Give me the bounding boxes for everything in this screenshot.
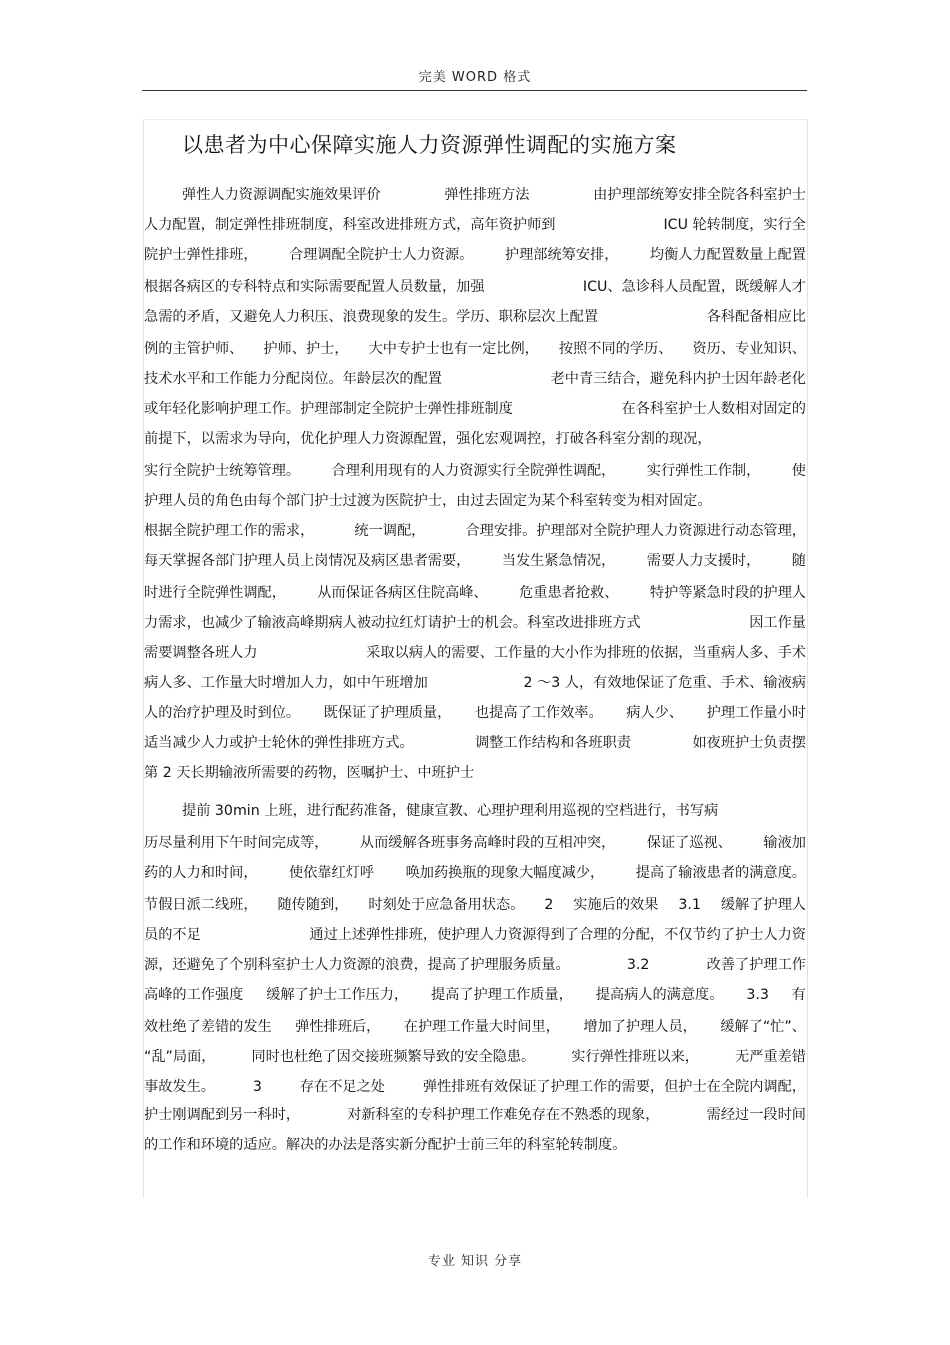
page-header: 完美 WORD 格式 [418,70,532,85]
text-segment: 在各科室护士人数相对固定的 [621,401,806,417]
text-segment: 提高了输液患者的满意度。 [635,865,806,881]
text-segment: 人的治疗护理及时到位。 [144,705,301,721]
text-segment: 急需的矛盾，又避免人力积压、浪费现象的发生。学历、职称层次上配置 [144,309,599,325]
text-segment: 的工作和环境的适应。解决的办法是落实新分配护士前三年的科室轮转制度。 [144,1137,627,1153]
text-segment: 弹性排班后， [295,1019,381,1035]
body-line [144,276,806,298]
text-segment: 使依靠红灯呼 [288,865,375,881]
text-segment: 时刻处于应急备用状态。 [368,897,525,913]
body-line [144,894,806,916]
text-segment: 3.3 [746,987,769,1003]
text-segment: 历尽量利用下午时间完成等， [144,835,329,851]
text-segment: 改善了护理工作 [706,957,806,973]
text-segment: 无严重差错 [735,1049,806,1065]
body-line [144,1134,806,1156]
text-segment: 事故发生。 [144,1079,215,1095]
text-segment: 当发生紧急情况， [501,553,616,569]
text-segment: 缓解了护理人 [720,897,806,913]
text-segment: 输液加 [763,835,806,851]
text-segment: 需要人力支援时， [646,553,761,569]
text-segment: 实施后的效果 [573,897,659,913]
body-line [144,924,806,946]
text-segment: 药的人力和时间， [144,865,258,881]
text-segment: 例的主管护师、 [144,341,244,357]
text-segment: ICU 轮转制度，实行全 [663,217,806,233]
text-segment: 2 ～3 人，有效地保证了危重、手术、输液病 [523,675,806,691]
text-segment: 病人少、 [626,705,684,721]
text-segment: 大中专护士也有一定比例， [368,341,539,357]
body-line [144,520,806,542]
text-segment: 效杜绝了差错的发生 [144,1019,272,1035]
text-segment: 弹性排班方法 [444,187,530,203]
text-segment: 同时也杜绝了因交接班频繁导致的安全隐患。 [251,1049,536,1065]
body-line [144,672,806,694]
text-segment: 根据全院护理工作的需求， [144,523,315,539]
body-line [144,954,806,976]
text-segment: 随 [791,553,806,569]
text-segment: 随传随到， [277,897,349,913]
text-segment: ICU、急诊科人员配置，既缓解人才 [582,279,806,295]
text-segment: 也提高了工作效率。 [474,705,603,721]
text-segment: 3.1 [678,897,701,913]
body-line [144,642,806,664]
text-segment: 2 [544,897,554,913]
text-segment: 合理利用现有的人力资源实行全院弹性调配， [331,463,616,479]
text-segment: 合理调配全院护士人力资源。 [288,247,474,263]
text-segment: 3.2 [626,957,650,973]
body-line [144,338,806,360]
page-footer: 专业 知识 分享 [427,1254,523,1269]
text-segment: 调整工作结构和各班职责 [474,735,632,751]
body-line [144,612,806,634]
text-segment: 在护理工作量大时间里， [403,1019,560,1035]
text-segment: 老中青三结合，避免科内护士因年龄老化 [550,371,806,387]
body-line [144,550,806,572]
body-line [144,1046,806,1068]
text-segment: 统一调配， [354,523,426,539]
body-line [144,1016,806,1038]
body-line [182,184,806,206]
text-segment: 通过上述弹性排班，使护理人力资源得到了合理的分配，不仅节约了护士人力资 [309,927,806,943]
text-segment: 适当减少人力或护士轮休的弹性排班方式。 [144,735,414,751]
text-segment: 缓解了“忙”、 [720,1019,806,1035]
text-segment: 特护等紧急时段的护理人 [649,585,806,601]
text-segment: 员的不足 [144,927,201,943]
text-segment: 有 [791,987,806,1003]
text-segment: 实行全院护士统筹管理。 [144,463,301,479]
text-segment: “乱”局面， [144,1049,216,1065]
body-line [144,1104,806,1126]
text-segment: 既保证了护理质量， [323,705,452,721]
body-line [144,244,806,266]
text-segment: 实行弹性工作制， [646,463,761,479]
text-segment: 护理人员的角色由每个部门护士过渡为医院护士，由过去固定为某个科室转变为相对固定。 [144,493,712,509]
body-line [182,800,806,822]
body-line [144,214,806,236]
text-segment: 使 [791,463,806,479]
text-segment: 护士刚调配到另一科时， [144,1107,301,1123]
text-segment: 危重患者抢救、 [519,585,619,601]
text-segment: 从而保证各病区住院高峰、 [317,585,488,601]
body-line [144,428,806,450]
body-line [144,732,806,754]
body-line [144,460,806,482]
text-segment: 如夜班护士负责摆 [692,735,806,751]
body-line [144,832,806,854]
text-segment: 或年轻化影响护理工作。护理部制定全院护士弹性排班制度 [144,401,513,417]
text-segment: 实行弹性排班以来， [571,1049,699,1065]
header-divider [142,90,807,91]
document-title: 以患者为中心保障实施人力资源弹性调配的实施方案 [182,133,677,157]
text-segment: 护理工作量小时 [706,705,806,721]
text-segment: 弹性人力资源调配实施效果评价 [182,187,381,203]
text-segment: 技术水平和工作能力分配岗位。年龄层次的配置 [144,371,442,387]
text-segment: 源，还避免了个别科室护士人力资源的浪费，提高了护理服务质量。 [144,957,570,973]
text-segment: 提高病人的满意度。 [595,987,724,1003]
body-line [144,862,806,884]
text-segment: 唤加药换瓶的现象大幅度减少， [405,865,605,881]
text-segment: 增加了护理人员， [583,1019,697,1035]
text-segment: 提前 30min 上班，进行配药准备，健康宣教、心理护理利用巡视的空档进行，书写病 [182,803,719,819]
text-segment: 弹性排班有效保证了护理工作的需要，但护士在全院内调配， [422,1079,806,1095]
text-segment: 护理部统筹安排， [504,247,619,263]
text-segment: 对新科室的专科护理工作难免存在不熟悉的现象， [347,1107,660,1123]
text-segment: 3 [252,1079,262,1095]
text-segment: 需要调整各班人力 [144,645,258,661]
text-segment: 护师、护士， [263,341,349,357]
text-segment: 均衡人力配置数量上配置 [649,247,806,263]
text-segment: 病人多、工作量大时增加人力，如中午班增加 [144,675,428,691]
text-segment: 从而缓解各班事务高峰时段的互相冲突， [359,835,616,851]
body-line [144,306,806,328]
text-segment: 资历、专业知识、 [692,341,806,357]
text-segment: 根据各病区的专科特点和实际需要配置人员数量，加强 [144,279,485,295]
text-segment: 院护士弹性排班， [144,247,258,263]
text-segment: 由护理部统筹安排全院各科室护士 [593,187,806,203]
text-segment: 每天掌握各部门护理人员上岗情况及病区患者需要， [144,553,471,569]
text-segment: 人力配置，制定弹性排班制度，科室改进排班方式，高年资护师到 [144,217,556,233]
text-segment: 提高了护理工作质量， [430,987,573,1003]
body-line [144,762,806,784]
body-line [144,1076,806,1098]
body-line [144,490,806,512]
text-segment: 按照不同的学历、 [558,341,673,357]
text-segment: 第 2 天长期输液所需要的药物，医嘱护士、中班护士 [144,765,475,781]
body-line [144,702,806,724]
text-segment: 合理安排。护理部对全院护理人力资源进行动态管理， [465,523,806,539]
text-segment: 需经过一段时间 [706,1107,806,1123]
body-line [144,368,806,390]
text-segment: 采取以病人的需要、工作量的大小作为排班的依据，当重病人多、手术 [366,645,806,661]
text-segment: 高峰的工作强度 [144,987,244,1003]
text-segment: 前提下，以需求为导向，优化护理人力资源配置，强化宏观调控，打破各科室分割的现况， [144,431,712,447]
text-segment: 保证了巡视、 [646,835,732,851]
text-segment: 存在不足之处 [299,1079,385,1095]
text-segment: 各科配备相应比 [706,309,806,325]
body-line [144,984,806,1006]
text-segment: 缓解了护士工作压力， [266,987,409,1003]
text-segment: 时进行全院弹性调配， [144,585,286,601]
body-line [144,582,806,604]
text-segment: 节假日派二线班， [144,897,258,913]
body-line [144,398,806,420]
text-segment: 因工作量 [749,615,806,631]
text-segment: 力需求，也减少了输液高峰期病人被动拉红灯请护士的机会。科室改进排班方式 [144,615,641,631]
